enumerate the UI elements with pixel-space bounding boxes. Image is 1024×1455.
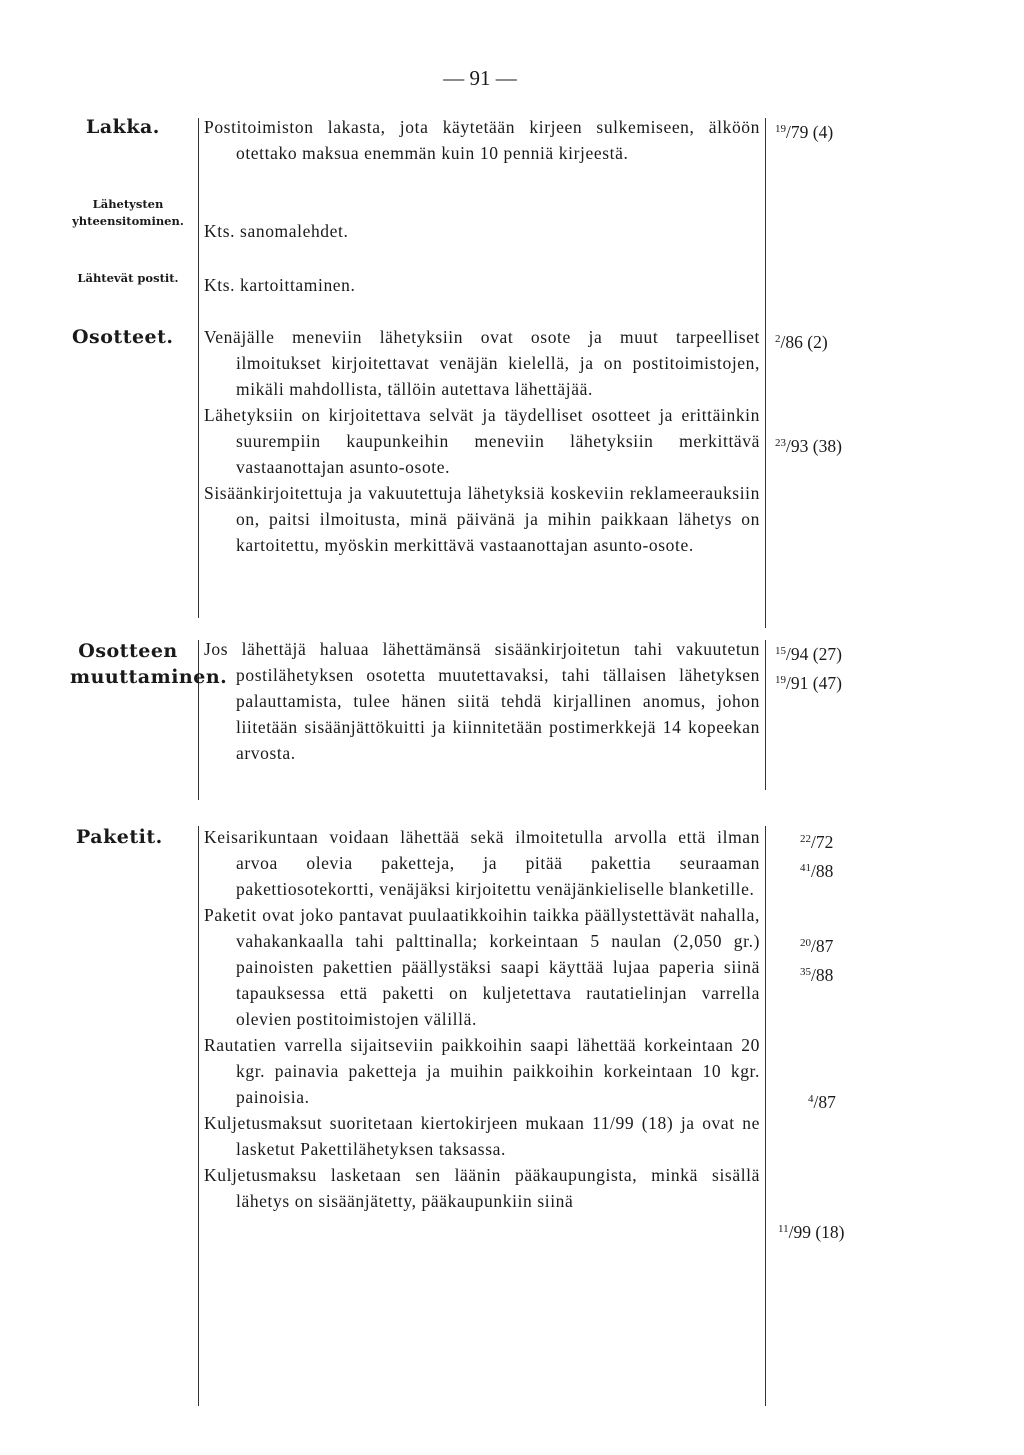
paragraph: Rautatien varrella sijaitseviin paikkoihin saapi lähettää korkeintaan 20 kgr. painavia paketteja ja muihin paikkoihin korkeintaan 10 kgr. painoisia. [204, 1035, 760, 1107]
paragraph: Jos lähettäjä haluaa lähettämänsä sisäänkirjoitetun tahi vakuutetun postilähetyksen osotetta muutettavaksi, tahi tällaisen lähetyksen palauttamista, tulee hänen siitä tehdä kirjallinen anomus, johon liitetään sisäänjättökuitti ja kiinnitetään postimerkkejä 14 kopeekan arvosta. [204, 639, 760, 763]
reference: $^{23}$/93 (38) [775, 436, 842, 456]
paragraph: Sisäänkirjoitettuja ja vakuutettuja lähetyksiä koskeviin reklameerauksiin on, paitsi ilmoitusta, minä päivänä ja mihin paikkaan lähetys on kartoitettu, myöskin merkittävä vastaanottajan asunto-osote. [204, 483, 760, 555]
paragraph: Keisarikuntaan voidaan lähettää sekä ilmoitetulla arvolla että ilman arvoa olevia paketteja, ja pitää pakettia seuraaman pakettiosotekortti, venäjäksi kirjoitettu venäjänkieliselle blanketille. [204, 827, 760, 899]
left-rule [198, 640, 199, 800]
section-heading-paketit: Paketit. [76, 826, 163, 848]
section-heading-lakka: Lakka. [86, 116, 160, 138]
reference: $^{15}$/94 (27) $^{19}$/91 (47) [775, 644, 842, 693]
section-body-osotteen-muuttaminen [204, 636, 760, 766]
paragraph: Lähetyksiin on kirjoitettava selvät ja täydelliset osotteet ja erittäinkin suurempiin kaupunkeihin meneviin lähetyksiin merkittävä vastaanottajan asunto-osote. [204, 405, 760, 477]
paragraph: Kuljetusmaksu lasketaan sen läänin pääkaupungista, minkä sisällä lähetys on sisäänjätetty, pääkaupunkiin siinä [204, 1165, 760, 1211]
left-rule [198, 826, 199, 1406]
section-body-paketit [204, 824, 760, 1214]
paragraph: Kuljetusmaksut suoritetaan kiertokirjeen mukaan 11/99 (18) ja ovat ne lasketut Pakettilähetyksen taksassa. [204, 1113, 760, 1159]
section-heading-osotteet: Osotteet. [72, 326, 174, 348]
section-heading-lahetysten: Lähetysten yhteensitominen. [72, 197, 184, 228]
right-rule [765, 118, 766, 628]
reference: $^4$/87 [808, 1092, 836, 1112]
reference: $^{22}$/72 $^{41}$/88 [800, 832, 834, 881]
right-rule [765, 826, 766, 1406]
reference: $^{11}$/99 (18) [778, 1222, 845, 1242]
reference-lakka: $^{19}$/79 (4) [775, 122, 834, 142]
reference: $^{20}$/87 $^{35}$/88 [800, 936, 834, 985]
paragraph-lahetysten: Kts. sanomalehdet. [204, 221, 349, 241]
reference: $^2$/86 (2) [775, 332, 828, 352]
right-rule [765, 640, 766, 790]
left-rule [198, 118, 199, 618]
paragraph: Venäjälle meneviin lähetyksiin ovat osote ja muut tarpeelliset ilmoitukset kirjoitettavat venäjän kielellä, ja on postitoimistojen, mikäli mahdollista, tällöin autettava lähettäjää. [204, 327, 760, 399]
paragraph-lakka: Postitoimiston lakasta, jota käytetään kirjeen sulkemiseen, älköön otettako maksua enemmän kuin 10 penniä kirjeestä. [204, 117, 760, 163]
page-number: — 91 — [443, 66, 517, 90]
paragraph-lahtevat: Kts. kartoittaminen. [204, 275, 356, 295]
section-heading-lahtevat: Lähtevät postit. [77, 271, 179, 285]
paragraph: Paketit ovat joko pantavat puulaatikkoihin taikka päällystettävät nahalla, vahakankaalla tahi palttinalla; korkeintaan 5 naulan (2,050 gr.) painoisten pakettien päällystäksi saapi käyttää lujaa paperia siinä tapauksessa että paketti on kuljetettava rautatielinjan varrella olevien postitoimistojen välillä. [204, 905, 760, 1029]
section-heading-osotteen-muuttaminen: Osotteen muuttaminen. [70, 640, 228, 688]
section-body-osotteet [204, 324, 760, 558]
